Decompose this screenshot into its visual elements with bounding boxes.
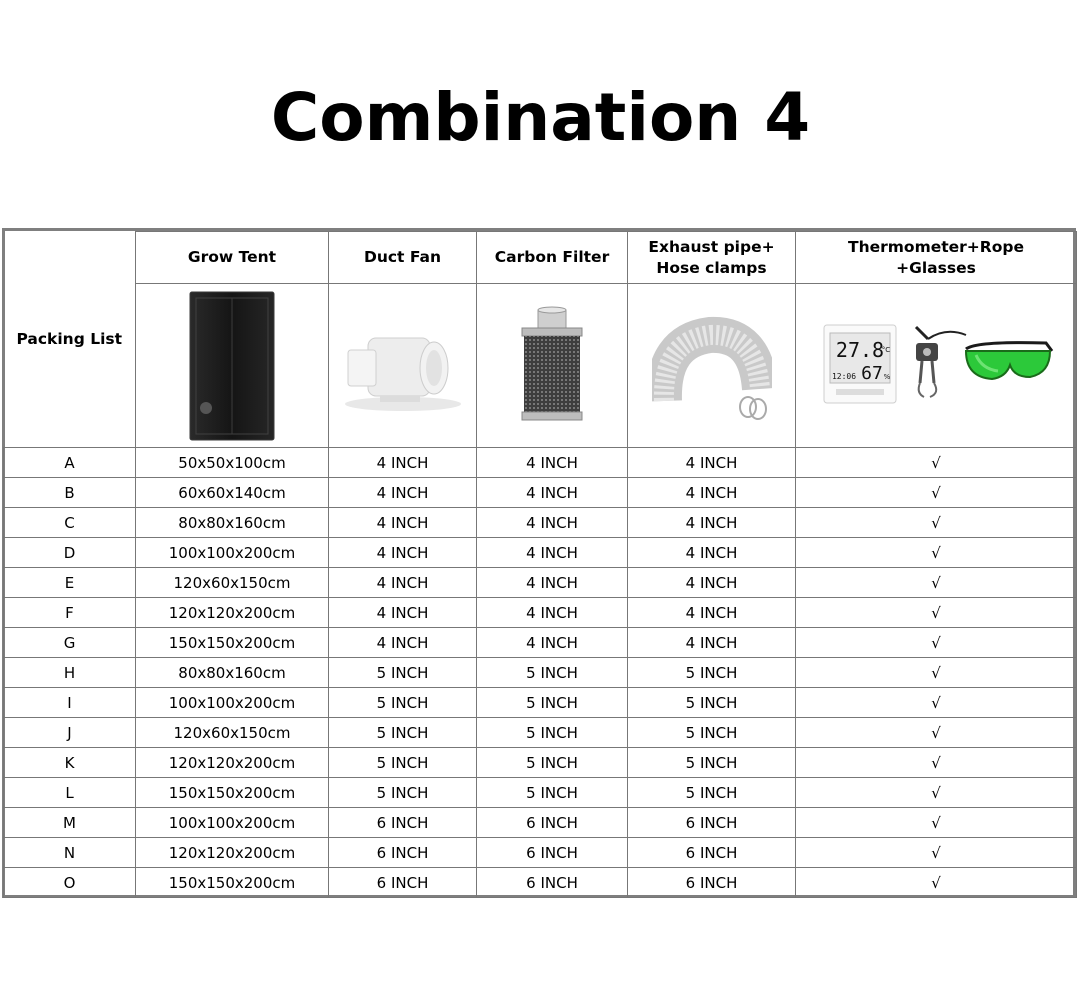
thermometer-kit-check: √ bbox=[796, 868, 1077, 898]
table-row bbox=[4, 598, 1077, 628]
exhaust-pipe-size: 6 INCH bbox=[628, 808, 796, 838]
row-label: N bbox=[4, 838, 136, 868]
duct-fan-size: 4 INCH bbox=[329, 478, 477, 508]
carbon-filter-size: 5 INCH bbox=[477, 658, 628, 688]
thermometer-kit-check: √ bbox=[796, 508, 1077, 538]
exhaust-pipe-size: 5 INCH bbox=[628, 718, 796, 748]
exhaust-pipe-size: 5 INCH bbox=[628, 778, 796, 808]
duct-fan-size: 4 INCH bbox=[329, 538, 477, 568]
table-row bbox=[4, 838, 1077, 868]
table-row bbox=[4, 628, 1077, 658]
carbon-filter-size: 4 INCH bbox=[477, 448, 628, 478]
exhaust-pipe-size: 4 INCH bbox=[628, 508, 796, 538]
thermometer-rope-glasses-icon bbox=[816, 321, 1056, 411]
exhaust-pipe-icon bbox=[652, 311, 772, 421]
thermometer-kit-check: √ bbox=[796, 628, 1077, 658]
thermometer-kit-check: √ bbox=[796, 448, 1077, 478]
row-label: F bbox=[4, 598, 136, 628]
table-row bbox=[4, 538, 1077, 568]
header-thermometer-line1: Thermometer+Rope bbox=[848, 237, 1024, 256]
thermometer-kit-check: √ bbox=[796, 478, 1077, 508]
carbon-filter-size: 5 INCH bbox=[477, 778, 628, 808]
exhaust-pipe-size: 6 INCH bbox=[628, 838, 796, 868]
exhaust-pipe-size: 4 INCH bbox=[628, 538, 796, 568]
page-title: Combination 4 bbox=[270, 79, 811, 156]
duct-fan-size: 5 INCH bbox=[329, 718, 477, 748]
exhaust-pipe-size: 5 INCH bbox=[628, 658, 796, 688]
duct-fan-size: 4 INCH bbox=[329, 568, 477, 598]
carbon-filter-size: 5 INCH bbox=[477, 688, 628, 718]
carbon-filter-size: 4 INCH bbox=[477, 568, 628, 598]
table-row bbox=[4, 688, 1077, 718]
duct-fan-size: 4 INCH bbox=[329, 598, 477, 628]
row-label: B bbox=[4, 478, 136, 508]
packing-list-table bbox=[3, 231, 1077, 898]
carbon-filter-size: 5 INCH bbox=[477, 718, 628, 748]
duct-fan-image bbox=[329, 284, 477, 448]
carbon-filter-size: 4 INCH bbox=[477, 478, 628, 508]
row-label: O bbox=[4, 868, 136, 898]
thermometer-kit-image bbox=[796, 284, 1077, 448]
carbon-filter-size: 4 INCH bbox=[477, 508, 628, 538]
row-label: M bbox=[4, 808, 136, 838]
table-row bbox=[4, 508, 1077, 538]
grow-tent-image bbox=[136, 284, 329, 448]
duct-fan-size: 5 INCH bbox=[329, 748, 477, 778]
table-row bbox=[4, 568, 1077, 598]
grow-tent-size: 100x100x200cm bbox=[136, 808, 329, 838]
row-label: I bbox=[4, 688, 136, 718]
duct-fan-size: 4 INCH bbox=[329, 448, 477, 478]
grow-tent-size: 120x120x200cm bbox=[136, 748, 329, 778]
table-row bbox=[4, 448, 1077, 478]
grow-tent-icon bbox=[182, 288, 282, 443]
table-row bbox=[4, 868, 1077, 898]
grow-tent-size: 150x150x200cm bbox=[136, 628, 329, 658]
header-grow-tent: Grow Tent bbox=[136, 232, 329, 284]
grow-tent-size: 60x60x140cm bbox=[136, 478, 329, 508]
exhaust-pipe-size: 4 INCH bbox=[628, 568, 796, 598]
exhaust-pipe-size: 5 INCH bbox=[628, 688, 796, 718]
header-carbon-filter: Carbon Filter bbox=[477, 232, 628, 284]
thermometer-temp-unit: °C bbox=[881, 345, 891, 354]
carbon-filter-size: 4 INCH bbox=[477, 628, 628, 658]
exhaust-pipe-size: 4 INCH bbox=[628, 628, 796, 658]
grow-tent-size: 150x150x200cm bbox=[136, 778, 329, 808]
duct-fan-size: 5 INCH bbox=[329, 778, 477, 808]
grow-tent-size: 150x150x200cm bbox=[136, 868, 329, 898]
thermometer-humidity-unit: % bbox=[883, 372, 891, 381]
row-label: C bbox=[4, 508, 136, 538]
row-label: G bbox=[4, 628, 136, 658]
carbon-filter-size: 6 INCH bbox=[477, 808, 628, 838]
duct-fan-size: 5 INCH bbox=[329, 688, 477, 718]
thermometer-kit-check: √ bbox=[796, 718, 1077, 748]
thermometer-humidity-reading: 67 bbox=[861, 362, 883, 384]
exhaust-pipe-size: 6 INCH bbox=[628, 868, 796, 898]
carbon-filter-icon bbox=[512, 306, 592, 426]
table-row bbox=[4, 778, 1077, 808]
grow-tent-size: 120x60x150cm bbox=[136, 568, 329, 598]
grow-tent-size: 100x100x200cm bbox=[136, 538, 329, 568]
row-label: J bbox=[4, 718, 136, 748]
grow-tent-size: 120x120x200cm bbox=[136, 598, 329, 628]
row-label: L bbox=[4, 778, 136, 808]
header-exhaust-pipe-line2: Hose clamps bbox=[656, 258, 767, 277]
carbon-filter-size: 5 INCH bbox=[477, 748, 628, 778]
grow-tent-size: 80x80x160cm bbox=[136, 658, 329, 688]
thermometer-kit-check: √ bbox=[796, 688, 1077, 718]
thermometer-temp-reading: 27.8 bbox=[835, 337, 885, 362]
grow-tent-size: 120x120x200cm bbox=[136, 838, 329, 868]
exhaust-pipe-size: 4 INCH bbox=[628, 478, 796, 508]
thermometer-kit-check: √ bbox=[796, 598, 1077, 628]
carbon-filter-size: 6 INCH bbox=[477, 868, 628, 898]
carbon-filter-size: 4 INCH bbox=[477, 538, 628, 568]
carbon-filter-size: 6 INCH bbox=[477, 838, 628, 868]
duct-fan-size: 6 INCH bbox=[329, 868, 477, 898]
row-label: K bbox=[4, 748, 136, 778]
header-duct-fan: Duct Fan bbox=[329, 232, 477, 284]
duct-fan-size: 6 INCH bbox=[329, 808, 477, 838]
row-label: D bbox=[4, 538, 136, 568]
carbon-filter-size: 4 INCH bbox=[477, 598, 628, 628]
grow-tent-size: 50x50x100cm bbox=[136, 448, 329, 478]
thermometer-kit-check: √ bbox=[796, 568, 1077, 598]
thermometer-kit-check: √ bbox=[796, 838, 1077, 868]
header-thermometer bbox=[796, 232, 1077, 284]
carbon-filter-image bbox=[477, 284, 628, 448]
grow-tent-size: 80x80x160cm bbox=[136, 508, 329, 538]
grow-tent-size: 120x60x150cm bbox=[136, 718, 329, 748]
header-exhaust-pipe bbox=[628, 232, 796, 284]
duct-fan-size: 5 INCH bbox=[329, 658, 477, 688]
header-exhaust-pipe-line1: Exhaust pipe+ bbox=[648, 237, 775, 256]
table-row bbox=[4, 658, 1077, 688]
thermometer-kit-check: √ bbox=[796, 538, 1077, 568]
duct-fan-icon bbox=[338, 316, 468, 416]
thermometer-kit-check: √ bbox=[796, 658, 1077, 688]
row-label: H bbox=[4, 658, 136, 688]
row-label: E bbox=[4, 568, 136, 598]
header-thermometer-line2: +Glasses bbox=[896, 258, 976, 277]
packing-list-header: Packing List bbox=[4, 232, 136, 448]
exhaust-pipe-image bbox=[628, 284, 796, 448]
duct-fan-size: 4 INCH bbox=[329, 508, 477, 538]
table-row bbox=[4, 718, 1077, 748]
exhaust-pipe-size: 4 INCH bbox=[628, 448, 796, 478]
exhaust-pipe-size: 4 INCH bbox=[628, 598, 796, 628]
thermometer-kit-check: √ bbox=[796, 808, 1077, 838]
table-row bbox=[4, 748, 1077, 778]
thermometer-kit-check: √ bbox=[796, 748, 1077, 778]
exhaust-pipe-size: 5 INCH bbox=[628, 748, 796, 778]
duct-fan-size: 4 INCH bbox=[329, 628, 477, 658]
thermometer-time-reading: 12:06 bbox=[831, 371, 857, 381]
thermometer-kit-check: √ bbox=[796, 778, 1077, 808]
table-row bbox=[4, 808, 1077, 838]
row-label: A bbox=[4, 448, 136, 478]
duct-fan-size: 6 INCH bbox=[329, 838, 477, 868]
table-row bbox=[4, 478, 1077, 508]
grow-tent-size: 100x100x200cm bbox=[136, 688, 329, 718]
